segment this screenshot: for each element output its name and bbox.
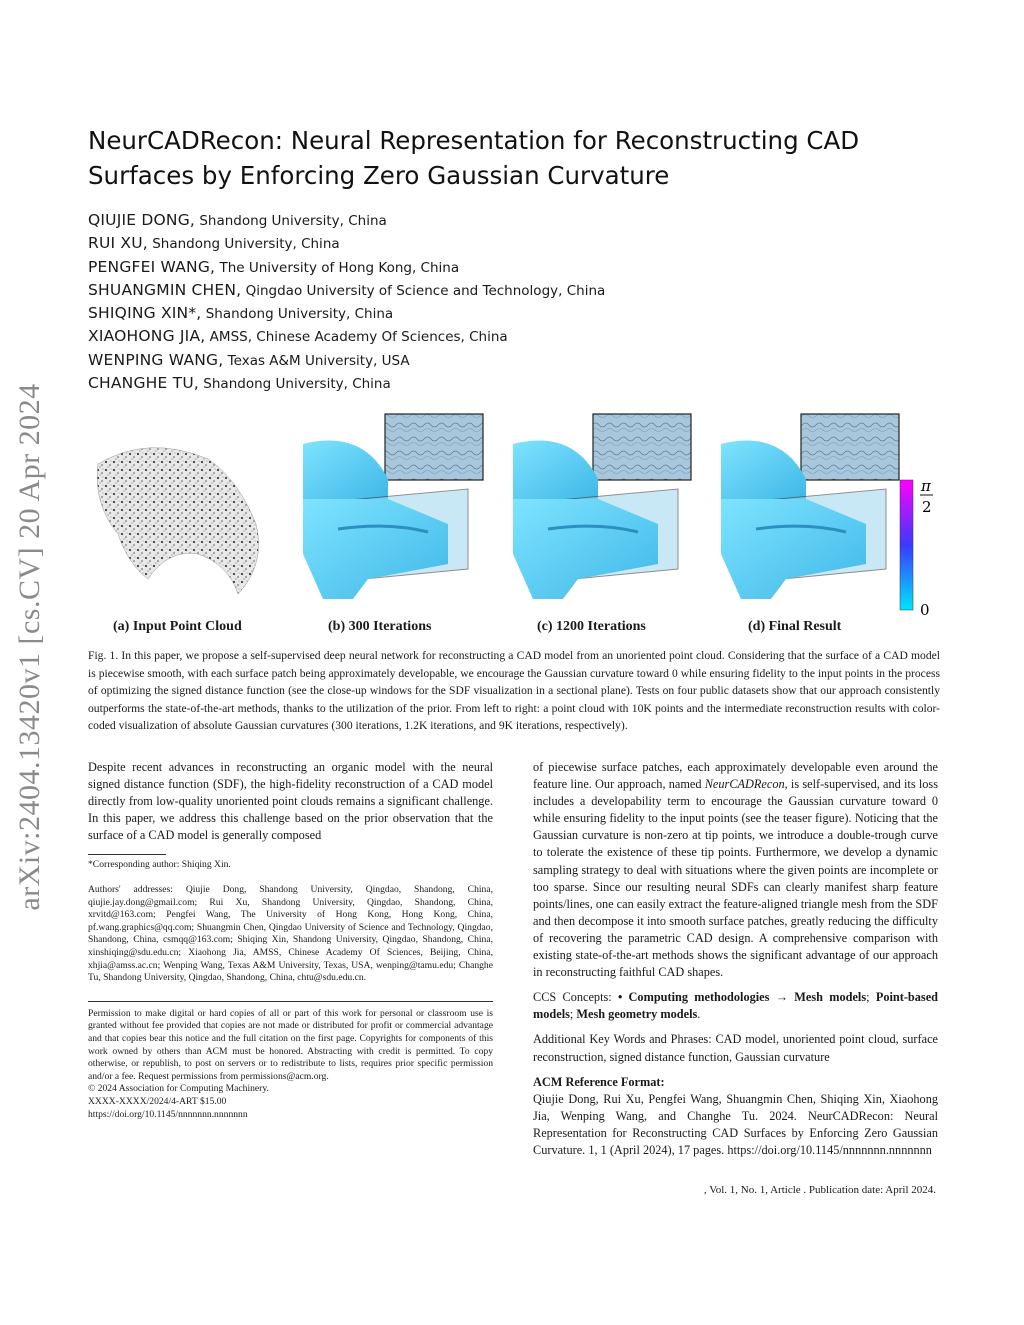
author-name: WENPING WANG, xyxy=(88,350,224,369)
result-panel-300 xyxy=(303,414,483,599)
acm-reference-heading: ACM Reference Format: xyxy=(533,1074,665,1089)
author-name: SHUANGMIN CHEN, xyxy=(88,280,242,299)
ccs-separator: ; xyxy=(866,990,876,1005)
isbn-line: XXXX-XXXX/2024/4-ART $15.00 xyxy=(88,1095,227,1107)
author-list xyxy=(88,208,948,394)
ccs-arrow: → xyxy=(769,990,795,1005)
copyright-line: © 2024 Association for Computing Machinery. xyxy=(88,1083,269,1095)
method-name: NeurCADRecon xyxy=(704,777,785,792)
keywords-text: CAD model, unoriented point cloud, surface reconstruction, signed distance function, Gaussian curvature xyxy=(533,1032,938,1064)
teaser-figure xyxy=(88,404,948,642)
curvature-colorbar xyxy=(900,477,933,619)
permission-rule xyxy=(88,1001,493,1002)
abstract-text: , is self-supervised, and its loss includes a developability term to encourage the Gaussian curvature toward 0 while ensuring fidelity to the input points (see the teaser figure). Noticing that the Gaussian curvature is non-zero at tip points, we introduce a double-trough curve to tolerate the existence of these tip points. Furthermore, we develop a dynamic sampling strategy to deal with situations where the given points are incomplete or too sparse. Since our resulting neural SDFs can clearly manifest sharp feature points/lines, one can easily extract the feature-aligned triangle mesh from the SDF and then decompose it into smooth surface patches, greatly reducing the difficulty of recovering the parametric CAD design. A comprehensive comparison with existing state-of-the-art methods shows the significant advantage of our approach in reconstructing faithful CAD shapes. xyxy=(533,777,938,980)
doi-link[interactable]: https://doi.org/10.1145/nnnnnnn.nnnnnnn xyxy=(88,1108,248,1120)
author-affiliation: Texas A&M University, USA xyxy=(223,352,410,369)
paper-title: NeurCADRecon: Neural Representation for Reconstructing CAD Surfaces by Enforcing Zero Gaussian Curvature xyxy=(88,126,860,190)
permission-notice: Permission to make digital or hard copies of all or part of this work for personal or classroom use is granted without fee provided that copies are not made or distributed for profit or commercial advantage and that copies bear this notice and the full citation on the first page. Copyrights for components of this work owned by others than ACM must be honored. Abstracting with credit is permitted. To copy otherwise, or republish, to post on servers or to redistribute to lists, requires prior specific permission and/or a fee. Request permissions from permissions@acm.org. xyxy=(88,1007,493,1082)
ccs-label: CCS Concepts: xyxy=(533,990,618,1005)
author-entry xyxy=(88,231,948,254)
ccs-separator: ; xyxy=(569,1007,577,1022)
author-affiliation: Shandong University, China xyxy=(199,376,391,393)
author-entry xyxy=(88,371,948,394)
ccs-term: Computing methodologies xyxy=(628,990,770,1005)
ccs-term: Point-based models xyxy=(533,990,938,1022)
figure-caption: Fig. 1. In this paper, we propose a self-supervised deep neural network for reconstructing a CAD model from an unoriented point cloud. Considering that the surface of a CAD model is piecewise smooth, with each surface patch being approximately developable, we encourage the Gaussian curvature toward 0 while ensuring fidelity to the input points in the process of optimizing the signed distance function (see the close-up windows for the SDF visualization in a sectional plane). Tests on four public datasets show that our approach consistently outperforms the state-of-the-art methods, thanks to the utilization of the prior. From left to right: a point cloud with 10K points and the intermediate reconstruction results with color-coded visualization of absolute Gaussian curvatures (300 iterations, 1.2K iterations, and 9K iterations, respectively). xyxy=(88,649,940,732)
arxiv-stamp: arXiv:2404.13420v1 [cs.CV] 20 Apr 2024 xyxy=(13,383,46,911)
author-entry xyxy=(88,348,948,371)
abstract-continued xyxy=(533,759,938,981)
author-affiliation: The University of Hong Kong, China xyxy=(215,259,460,276)
keywords xyxy=(533,1031,938,1065)
author-name: QIUJIE DONG, xyxy=(88,211,196,229)
result-panel-final xyxy=(721,414,899,599)
author-entry xyxy=(88,255,948,278)
author-name: RUI XU, xyxy=(88,234,148,253)
subcaption-c: (c) 1200 Iterations xyxy=(537,619,646,634)
keywords-label: Additional Key Words and Phrases: xyxy=(533,1032,716,1047)
subcaption-b: (b) 300 Iterations xyxy=(328,619,432,634)
left-column xyxy=(88,759,493,1121)
author-entry xyxy=(88,301,948,324)
author-affiliation: Shandong University, China xyxy=(201,306,394,323)
author-affiliation: AMSS, Chinese Academy Of Sciences, China xyxy=(205,329,508,346)
author-name: SHIQING XIN*, xyxy=(88,304,202,323)
footnote-rule xyxy=(88,854,166,855)
right-column xyxy=(533,759,938,1159)
author-name: XIAOHONG JIA, xyxy=(88,327,206,346)
point-cloud-panel xyxy=(97,448,258,594)
colorbar-zero-label: 0 xyxy=(920,601,930,619)
intro-paragraph: Despite recent advances in reconstructing an organic model with the neural signed distance function (SDF), the high-fidelity reconstruction of a CAD model directly from low-quality unoriented point clouds remains a significant challenge. In this paper, we address this challenge based on the prior observation that the surface of a CAD model is generally composed xyxy=(88,760,493,843)
author-affiliation: Shandong University, China xyxy=(195,213,387,229)
author-affiliation: Shandong University, China xyxy=(147,236,340,253)
ccs-term: Mesh geometry models xyxy=(576,1007,698,1022)
colorbar-pi-label: π xyxy=(921,477,931,495)
author-entry xyxy=(88,208,948,231)
subcaption-d: (d) Final Result xyxy=(748,619,842,634)
author-name: CHANGHE TU, xyxy=(88,374,200,393)
abstract-text: of piecewise surface patches, each approximately developable even around the feature line. Our approach, named xyxy=(533,760,938,792)
author-entry xyxy=(88,324,948,347)
page-footer: , Vol. 1, No. 1, Article . Publication date: April 2024. xyxy=(703,1184,936,1196)
subcaption-a: (a) Input Point Cloud xyxy=(113,619,242,634)
ccs-bullet: • xyxy=(617,990,629,1005)
author-entry xyxy=(88,278,948,301)
ccs-term: Mesh models xyxy=(794,990,867,1005)
ccs-concepts xyxy=(533,989,938,1023)
result-panel-1200 xyxy=(513,414,691,599)
author-name: PENGFEI WANG, xyxy=(88,257,216,276)
author-affiliation: Qingdao University of Science and Technology, China xyxy=(241,282,606,299)
author-addresses: Authors' addresses: Qiujie Dong, Shandong University, Qingdao, Shandong, China, qiujie.jay.dong@gmail.com; Rui Xu, Shandong University, Qingdao, Shandong, China, xrvitd@163.com; Pengfei Wang, The University of Hong Kong, Hong Kong, China, pf.wang.graphics@qq.com; Shuangmin Chen, Qingdao University of Science and Technology, Qingdao, Shandong, China, csmqq@163.com; Shiqing Xin, Shandong University, Qingdao, Shandong, China, xinshiqing@sdu.edu.cn; Xiaohong Jia, AMSS, Chinese Academy Of Sciences, Beijing, China, xhjia@amss.ac.cn; Wenping Wang, Texas A&M University, Texas, USA, wenping@tamu.edu; Changhe Tu, Shandong University, Qingdao, Shandong, China, chtu@sdu.edu.cn. xyxy=(88,884,493,984)
colorbar-two-label: 2 xyxy=(922,498,932,516)
corresponding-author-note: *Corresponding author: Shiqing Xin. xyxy=(88,859,231,871)
ccs-end: . xyxy=(697,1007,701,1022)
acm-reference: Qiujie Dong, Rui Xu, Pengfei Wang, Shuangmin Chen, Shiqing Xin, Xiaohong Jia, Wenping Wang, and Changhe Tu. 2024. NeurCADRecon: Neural Representation for Reconstructing CAD Surfaces by Enforcing Zero Gaussian Curvature. 1, 1 (April 2024), 17 pages. https://doi.org/10.1145/nnnnnnn.nnnnnnn xyxy=(533,1091,938,1157)
